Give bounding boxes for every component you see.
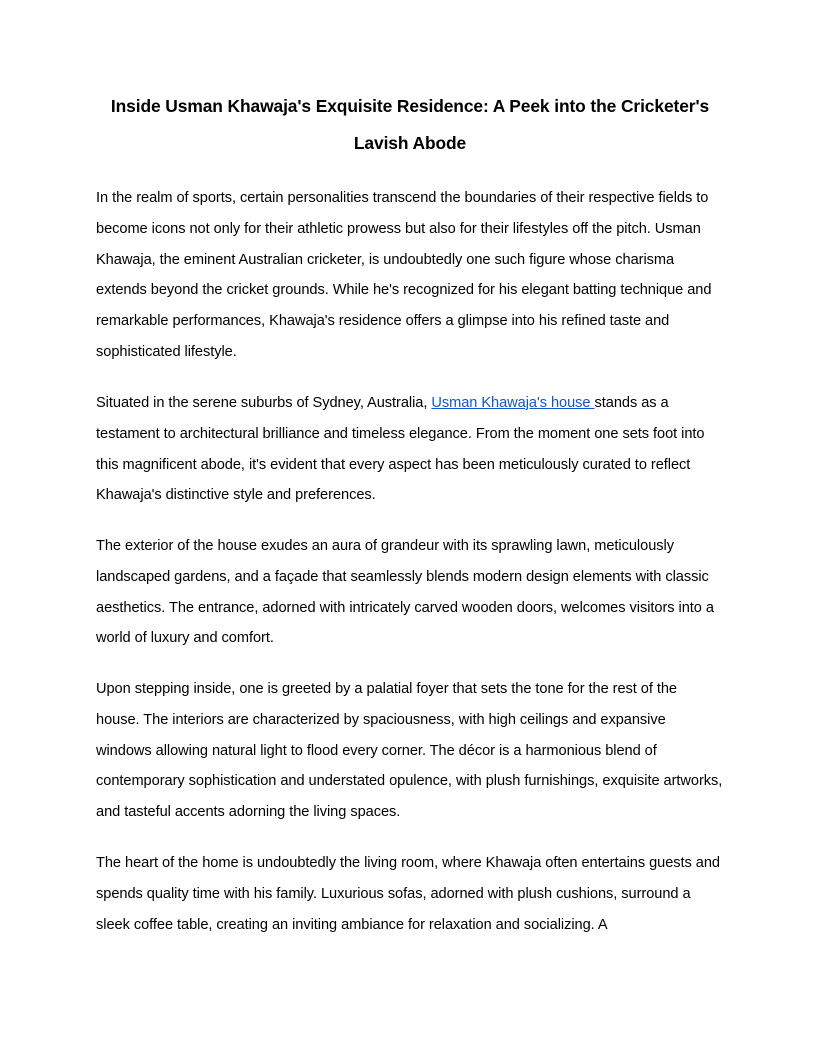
document-title: Inside Usman Khawaja's Exquisite Residence: A Peek into the Cricketer's Lavish Abode	[110, 96, 710, 153]
paragraph-location-lead-text: Situated in the serene suburbs of Sydney, Australia,	[96, 395, 432, 411]
paragraph-location	[96, 388, 724, 511]
paragraph-living-room: The heart of the home is undoubtedly the living room, where Khawaja often entertains guests and spends quality time with his family. Luxurious sofas, adorned with plush cushions, surround a sleek coffee table, creating an inviting ambiance for relaxation and socializing. A	[96, 855, 720, 933]
paragraph-exterior: The exterior of the house exudes an aura of grandeur with its sprawling lawn, meticulously landscaped gardens, and a façade that seamlessly blends modern design elements with classic aesthetics. The entrance, adorned with intricately carved wooden doors, welcomes visitors into a world of luxury and comfort.	[96, 538, 714, 647]
paragraph-location-trail-text: stands as a testament to architectural brilliance and timeless elegance. From the moment one sets foot into this magnificent abode, it's evident that every aspect has been meticulously curated to reflect Khawaja's distinctive style and preferences.	[96, 395, 705, 504]
paragraph-interior: Upon stepping inside, one is greeted by a palatial foyer that sets the tone for the rest of the house. The interiors are characterized by spaciousness, with high ceilings and expansive windows allowing natural light to flood every corner. The décor is a harmonious blend of contemporary sophistication and understated opulence, with plush furnishings, exquisite artworks, and tasteful accents adorning the living spaces.	[96, 681, 723, 821]
paragraph-intro: In the realm of sports, certain personalities transcend the boundaries of their respective fields to become icons not only for their athletic prowess but also for their lifestyles off the pitch. Usman Khawaja, the eminent Australian cricketer, is undoubtedly one such figure whose charisma extends beyond the cricket grounds. While he's recognized for his elegant batting technique and remarkable performances, Khawaja's residence offers a glimpse into his refined taste and sophisticated lifestyle.	[96, 190, 712, 360]
usman-khawaja-house-link[interactable]: Usman Khawaja's house	[431, 395, 595, 411]
